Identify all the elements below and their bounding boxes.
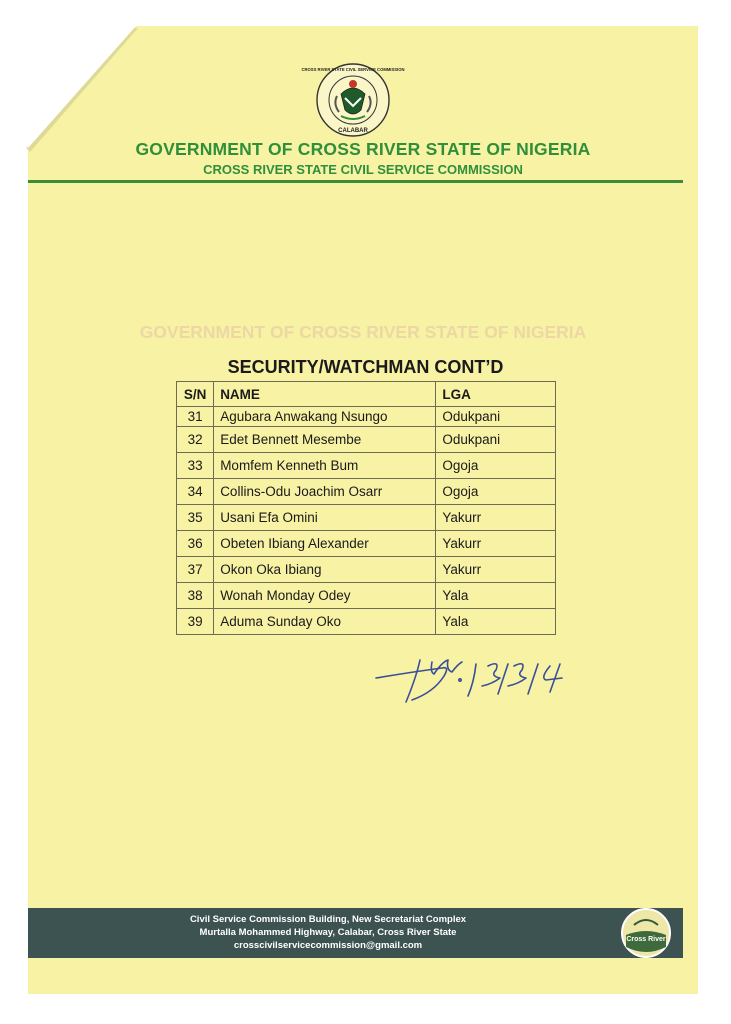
handwritten-signature <box>372 652 582 712</box>
row-name: Momfem Kenneth Bum <box>214 453 436 479</box>
signature-date: 13/12/24 <box>372 652 376 653</box>
row-name: Usani Efa Omini <box>214 505 436 531</box>
government-title: GOVERNMENT OF CROSS RIVER STATE OF NIGERIA <box>135 139 591 159</box>
table-header-row <box>177 382 556 407</box>
seal-ring-label: CROSS RIVER STATE CIVIL SERVICE COMMISSION <box>301 67 405 72</box>
show-through-header: GOVERNMENT OF CROSS RIVER STATE OF NIGERIA <box>139 322 587 342</box>
table-row <box>177 557 556 583</box>
row-sn: 32 <box>177 427 214 453</box>
row-sn: 33 <box>177 453 214 479</box>
column-header-name: NAME <box>214 382 436 407</box>
seal-city-label: CALABAR <box>338 128 368 134</box>
row-name: Okon Oka Ibiang <box>214 557 436 583</box>
table-row <box>177 505 556 531</box>
table-row <box>177 479 556 505</box>
row-lga: Ogoja <box>436 453 556 479</box>
table-row <box>177 609 556 635</box>
table-row <box>177 531 556 557</box>
row-lga: Yakurr <box>436 557 556 583</box>
row-name: Agubara Anwakang Nsungo <box>214 407 436 427</box>
row-sn: 39 <box>177 609 214 635</box>
table-row <box>177 427 556 453</box>
row-lga: Ogoja <box>436 479 556 505</box>
row-sn: 31 <box>177 407 214 427</box>
column-header-sn: S/N <box>177 382 214 407</box>
footer-band <box>28 908 683 958</box>
footer-address-line-1: Civil Service Commission Building, New Secretariat Complex <box>189 914 467 925</box>
row-sn: 35 <box>177 505 214 531</box>
footer-email: crosscivilservicecommission@gmail.com <box>233 940 423 951</box>
row-sn: 36 <box>177 531 214 557</box>
table-row <box>177 453 556 479</box>
row-lga: Yala <box>436 583 556 609</box>
table-row <box>177 407 556 427</box>
staff-table <box>176 381 556 635</box>
row-name: Aduma Sunday Oko <box>214 609 436 635</box>
document-title: SECURITY/WATCHMAN CONT’D <box>227 357 504 377</box>
row-name: Collins-Odu Joachim Osarr <box>214 479 436 505</box>
row-sn: 37 <box>177 557 214 583</box>
footer-address-line-2: Murtalla Mohammed Highway, Calabar, Cross River State <box>199 927 457 938</box>
row-name: Edet Bennett Mesembe <box>214 427 436 453</box>
row-lga: Yakurr <box>436 531 556 557</box>
row-lga: Odukpani <box>436 407 556 427</box>
table-row <box>177 583 556 609</box>
row-sn: 34 <box>177 479 214 505</box>
row-name: Obeten Ibiang Alexander <box>214 531 436 557</box>
row-sn: 38 <box>177 583 214 609</box>
badge-label: Cross River <box>626 936 666 943</box>
header-divider <box>28 180 683 183</box>
row-name: Wonah Monday Odey <box>214 583 436 609</box>
commission-seal-logo <box>301 62 405 138</box>
column-header-lga: LGA <box>436 382 556 407</box>
cross-river-badge-logo <box>620 907 672 959</box>
commission-subtitle: CROSS RIVER STATE CIVIL SERVICE COMMISSION <box>203 162 523 177</box>
row-lga: Yakurr <box>436 505 556 531</box>
row-lga: Yala <box>436 609 556 635</box>
row-lga: Odukpani <box>436 427 556 453</box>
